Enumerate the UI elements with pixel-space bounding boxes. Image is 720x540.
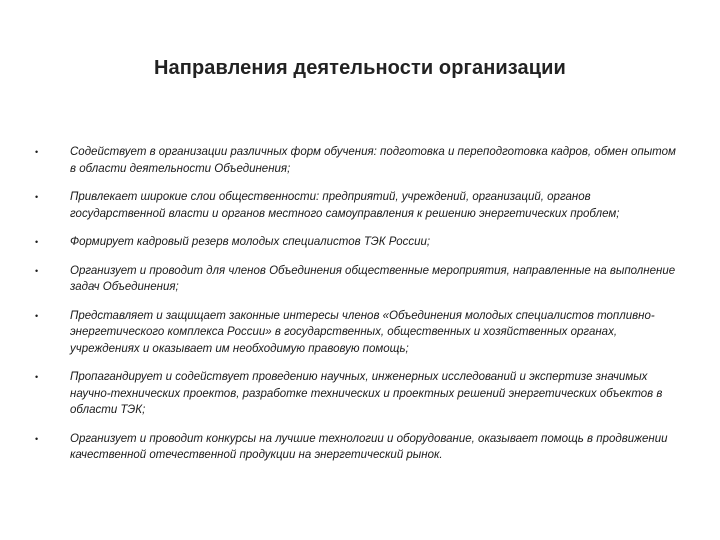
bullet-icon: •: [35, 237, 39, 247]
list-item: [32, 263, 682, 296]
bullet-icon: •: [35, 192, 39, 202]
list-item-text: Формирует кадровый резерв молодых специалистов ТЭК России;: [70, 236, 431, 248]
list-item-text: Пропагандирует и содействует проведению научных, инженерных исследований и экспертизе значимых научно-технических проектов, разработке технических и проектных решений энергетических объектов в области ТЭК;: [70, 371, 663, 416]
list-item-text: Привлекает широкие слои общественности: предприятий, учреждений, организаций, органов государственной власти и органов местного самоуправления к решению энергетических проблем;: [70, 191, 620, 220]
list-item: [32, 234, 682, 251]
bullet-icon: •: [35, 265, 39, 276]
page-title: Направления деятельности организации: [154, 57, 566, 79]
list-item: [32, 144, 682, 177]
list-item: [32, 431, 682, 464]
list-item-text: Организует и проводит для членов Объединения общественные мероприятия, направленные на выполнение задач Объединения;: [70, 264, 676, 293]
list-item-text: Представляет и защищает законные интересы членов «Объединения молодых специалистов топливно-энергетического комплекса России» в государственных, общественных и хозяйственных органах, учреждениях и оказывает им необходимую правовую помощь;: [70, 309, 655, 355]
bullet-list: [32, 144, 682, 464]
list-item: [32, 308, 682, 358]
list-item: [32, 369, 682, 419]
bullet-icon: •: [35, 372, 39, 382]
bullet-icon: •: [35, 310, 39, 321]
bullet-icon: •: [35, 147, 39, 157]
list-item: [32, 189, 682, 222]
bullet-icon: •: [35, 433, 39, 444]
list-item-text: Организует и проводит конкурсы на лучшие технологии и оборудование, оказывает помощь в продвижении качественной отечественной продукции на энергетический рынок.: [70, 432, 668, 461]
list-item-text: Содействует в организации различных форм обучения: подготовка и переподготовка кадров, обмен опытом в области деятельности Объединения;: [70, 146, 676, 175]
